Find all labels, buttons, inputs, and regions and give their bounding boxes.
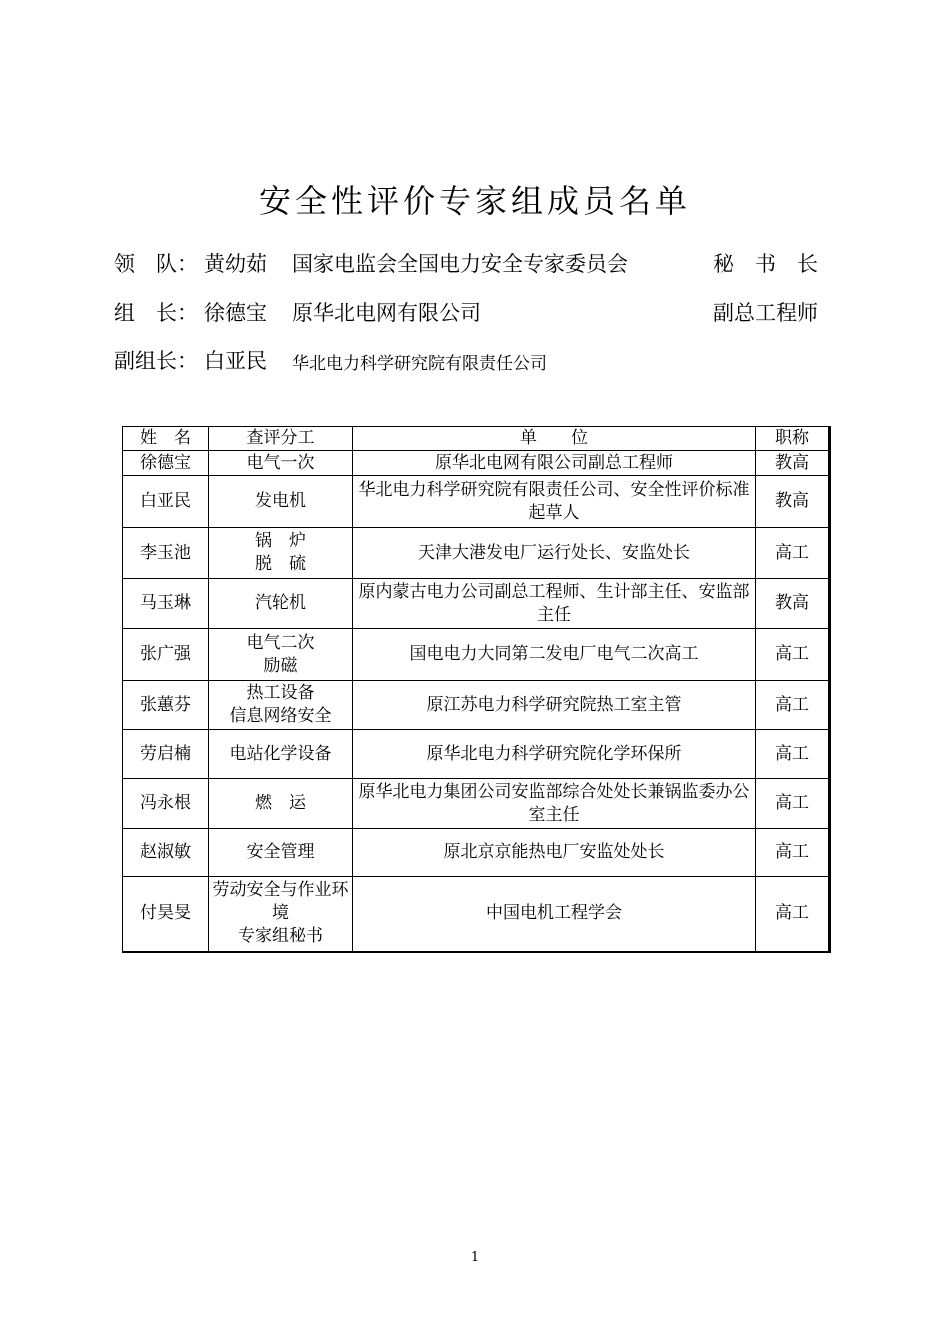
cell-title: 高工 [756,528,830,579]
column-header-unit: 单 位 [353,427,756,451]
table-row [123,829,830,877]
leader-label: 领 队： [114,252,198,276]
column-header-name: 姓 名 [123,427,209,451]
leader-row-group-lead [114,297,818,327]
cell-unit: 原内蒙古电力公司副总工程师、生计部主任、安监部主任 [353,579,756,629]
cell-name: 徐德宝 [123,451,209,476]
cell-unit: 原江苏电力科学研究院热工室主管 [353,681,756,730]
cell-name: 张蕙芬 [123,681,209,730]
page-title: 安全性评价专家组成员名单 [258,182,691,220]
leader-label: 副组长： [114,349,198,373]
cell-duty: 安全管理 [209,829,353,877]
leader-org: 原华北电网有限公司 [292,301,481,325]
cell-unit: 原华北电力科学研究院化学环保所 [353,730,756,779]
cell-duty: 热工设备 信息网络安全 [209,681,353,730]
leader-label: 组 长： [114,301,198,325]
leader-name: 徐德宝 [204,301,267,325]
leader-name: 黄幼茹 [204,252,267,276]
cell-title: 高工 [756,829,830,877]
table-row [123,528,830,579]
members-table-body [123,427,830,952]
cell-unit: 原华北电力集团公司安监部综合处处长兼锅监委办公室主任 [353,779,756,829]
table-row [123,681,830,730]
table-row [123,476,830,528]
cell-name: 白亚民 [123,476,209,528]
cell-title: 高工 [756,877,830,952]
leader-org: 国家电监会全国电力安全专家委员会 [292,252,628,276]
leader-org: 华北电力科学研究院有限责任公司 [292,354,547,374]
table-row [123,877,830,952]
cell-title: 高工 [756,629,830,681]
cell-unit: 原北京京能热电厂安监处处长 [353,829,756,877]
cell-title: 教高 [756,476,830,528]
leader-row-deputy-lead [114,345,818,375]
cell-title: 教高 [756,579,830,629]
cell-duty: 电气一次 [209,451,353,476]
cell-duty: 电站化学设备 [209,730,353,779]
cell-name: 李玉池 [123,528,209,579]
cell-name: 冯永根 [123,779,209,829]
cell-title: 教高 [756,451,830,476]
page-number: 1 [470,1250,480,1265]
cell-unit: 原华北电网有限公司副总工程师 [353,451,756,476]
cell-duty: 电气二次 励磁 [209,629,353,681]
column-header-duty: 查评分工 [209,427,353,451]
cell-unit: 天津大港发电厂运行处长、安监处长 [353,528,756,579]
cell-duty: 发电机 [209,476,353,528]
table-row [123,730,830,779]
table-row [123,629,830,681]
leader-row-team-lead [114,248,818,278]
cell-name: 马玉琳 [123,579,209,629]
table-row [123,779,830,829]
column-header-title: 职称 [756,427,830,451]
cell-title: 高工 [756,730,830,779]
cell-duty: 锅 炉 脱 硫 [209,528,353,579]
table-row [123,579,830,629]
table-row [123,451,830,476]
cell-name: 张广强 [123,629,209,681]
cell-unit: 国电电力大同第二发电厂电气二次高工 [353,629,756,681]
members-table [122,426,831,953]
cell-duty: 燃 运 [209,779,353,829]
leader-role: 秘 书 长 [713,252,818,276]
cell-duty: 劳动安全与作业环境 专家组秘书 [209,877,353,952]
leader-name: 白亚民 [204,349,267,373]
table-header-row [123,427,830,451]
cell-title: 高工 [756,681,830,730]
leader-role: 副总工程师 [713,301,818,325]
cell-unit: 华北电力科学研究院有限责任公司、安全性评价标准起草人 [353,476,756,528]
cell-name: 赵淑敏 [123,829,209,877]
cell-name: 劳启楠 [123,730,209,779]
cell-title: 高工 [756,779,830,829]
cell-unit: 中国电机工程学会 [353,877,756,952]
cell-duty: 汽轮机 [209,579,353,629]
cell-name: 付昊旻 [123,877,209,952]
